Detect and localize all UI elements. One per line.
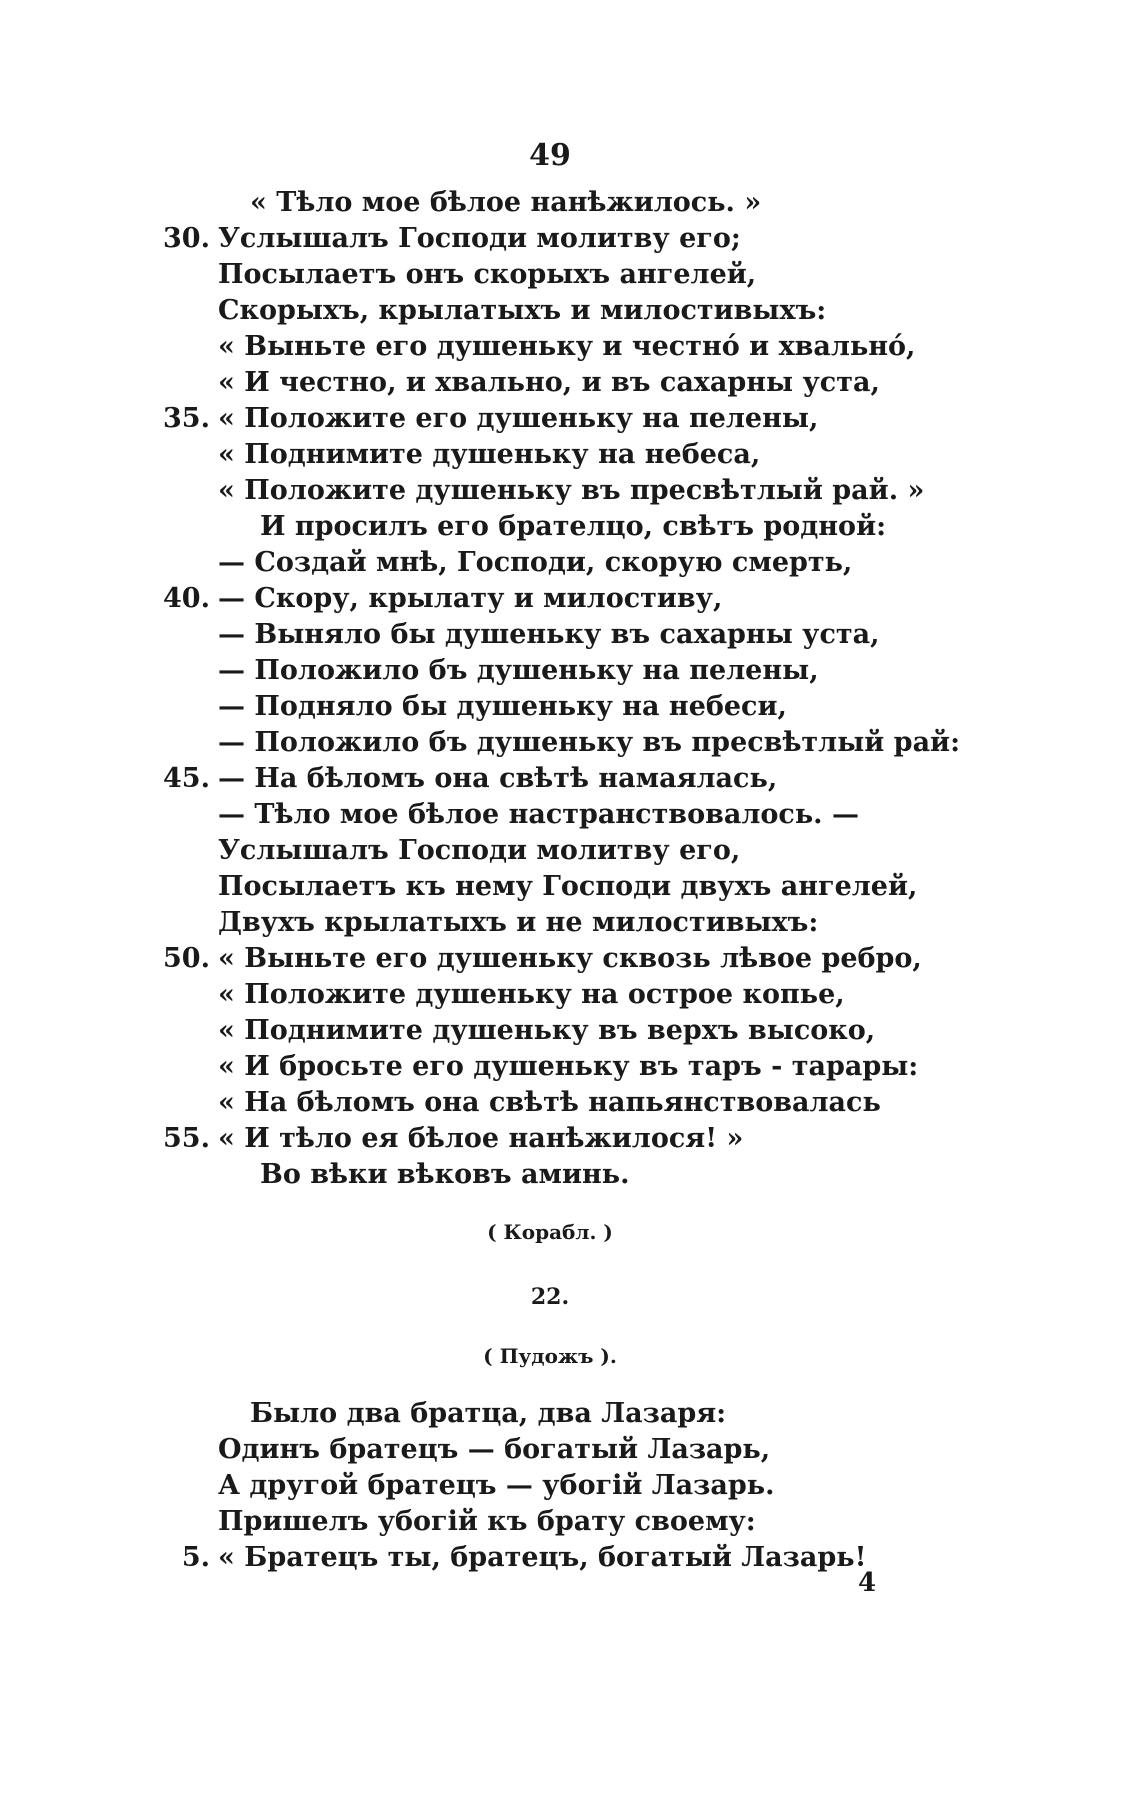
page-number: 49: [529, 138, 571, 173]
verse-line-number: 5.: [181, 1542, 210, 1573]
verse-line-text: — Создай мнѣ, Господи, скорую смерть,: [218, 547, 853, 578]
verse-line: [150, 293, 910, 329]
section-number: 22.: [530, 1284, 570, 1310]
verse-line: [150, 581, 910, 617]
verse-line-text: Скорыхъ, крылатыхъ и милостивыхъ:: [218, 295, 827, 326]
verse-line: [150, 1504, 910, 1540]
verse-line: [150, 257, 910, 293]
verse-line-text: Посылаетъ онъ скорыхъ ангелей,: [218, 259, 757, 290]
verse-line: [150, 653, 910, 689]
verse-line: [150, 1396, 910, 1432]
verse-line-text: « И тѣло ея бѣлое нанѣжилося! »: [218, 1123, 744, 1154]
verse-line-text: — Положило бъ душеньку на пелены,: [218, 655, 819, 686]
verse-line: [150, 797, 910, 833]
verse-line-text: « Тѣло мое бѣлое нанѣжилось. »: [250, 187, 762, 218]
verse-line-text: Во вѣки вѣковъ аминь.: [260, 1159, 630, 1190]
verse-line: [150, 761, 910, 797]
verse-line-text: Было два братца, два Лазаря:: [250, 1398, 727, 1429]
verse-line: [150, 833, 910, 869]
verse-line-text: И просилъ его брателцо, свѣтъ родной:: [260, 511, 887, 542]
verse-line-text: « Положите душеньку на острое копье,: [218, 979, 845, 1010]
verse-line-number: 55.: [163, 1123, 210, 1154]
verse-line: [150, 905, 910, 941]
verse-line: [150, 617, 910, 653]
verse-line: [150, 1121, 910, 1157]
verse-line-text: « Положите душеньку въ пресвѣтлый рай. »: [218, 475, 925, 506]
verse-line-text: « Выньте его душеньку сквозь лѣвое ребро,: [218, 943, 922, 974]
verse-line-text: — Положило бъ душеньку въ пресвѣтлый рай:: [218, 727, 961, 758]
verse-line: [150, 437, 910, 473]
verse-line-text: « Поднимите душеньку въ верхъ высоко,: [218, 1015, 876, 1046]
verse-line: [150, 329, 916, 365]
verse-line-number: 45.: [163, 763, 210, 794]
verse-line-number: 40.: [163, 583, 210, 614]
verse-line: [150, 473, 925, 509]
verse-line-text: — Подняло бы душеньку на небеси,: [218, 691, 787, 722]
verse-line: [150, 221, 910, 257]
verse-line-text: Пришелъ убогій къ брату своему:: [218, 1506, 756, 1537]
verse-line: [150, 509, 910, 545]
verse-line-text: « Братецъ ты, братецъ, богатый Лазарь!: [218, 1542, 867, 1573]
verse-line: [150, 977, 910, 1013]
verse-line-text: Двухъ крылатыхъ и не милостивыхъ:: [218, 907, 819, 938]
verse-line: [150, 869, 918, 905]
verse-line: [150, 401, 910, 437]
verse-line-text: « На бѣломъ она свѣтѣ напьянствовалась: [218, 1087, 881, 1118]
verse-line-number: 30.: [163, 223, 210, 254]
verse-line-number: 50.: [163, 943, 210, 974]
verse-line-text: Услышалъ Господи молитву его,: [218, 835, 741, 866]
verse-line: [150, 941, 922, 977]
source-note-2: ( Пудожъ ).: [483, 1344, 617, 1368]
verse-line-text: « И бросьте его душеньку въ таръ - тарары:: [218, 1051, 919, 1082]
verse-line-text: Посылаетъ къ нему Господи двухъ ангелей,: [218, 871, 918, 902]
verse-line-text: « Выньте его душеньку и честнó и хвальнó,: [218, 331, 916, 362]
verse-line: [150, 545, 910, 581]
verse-line: [150, 725, 961, 761]
verse-line-text: — Скору, крылату и милостиву,: [218, 583, 723, 614]
verse-line-text: « Положите его душеньку на пелены,: [218, 403, 819, 434]
verse-line-number: 35.: [163, 403, 210, 434]
verse-line: [150, 365, 910, 401]
verse-line: [150, 1049, 919, 1085]
source-note-1: ( Корабл. ): [487, 1220, 613, 1244]
verse-line-text: « И честно, и хвально, и въ сахарны уста,: [218, 367, 880, 398]
poem-stanza-1: [150, 185, 961, 1193]
verse-line-text: « Поднимите душеньку на небеса,: [218, 439, 761, 470]
verse-line: [150, 689, 910, 725]
verse-line-text: — Тѣло мое бѣлое настранствовалось. —: [218, 799, 859, 830]
signature-mark: 4: [858, 1568, 877, 1598]
verse-line-text: Услышалъ Господи молитву его;: [218, 223, 741, 254]
verse-line-text: — На бѣломъ она свѣтѣ намаялась,: [218, 763, 778, 794]
verse-line: [150, 185, 910, 221]
verse-line: [150, 1432, 910, 1468]
verse-line-text: А другой братецъ — убогій Лазарь.: [218, 1470, 775, 1501]
verse-line: [150, 1540, 910, 1576]
verse-line: [150, 1085, 910, 1121]
poem-stanza-2: [150, 1396, 910, 1576]
verse-line-text: Одинъ братецъ — богатый Лазарь,: [218, 1434, 771, 1465]
verse-line: [150, 1013, 910, 1049]
verse-line: [150, 1157, 910, 1193]
verse-line-text: — Выняло бы душеньку въ сахарны уста,: [218, 619, 880, 650]
verse-line: [150, 1468, 910, 1504]
